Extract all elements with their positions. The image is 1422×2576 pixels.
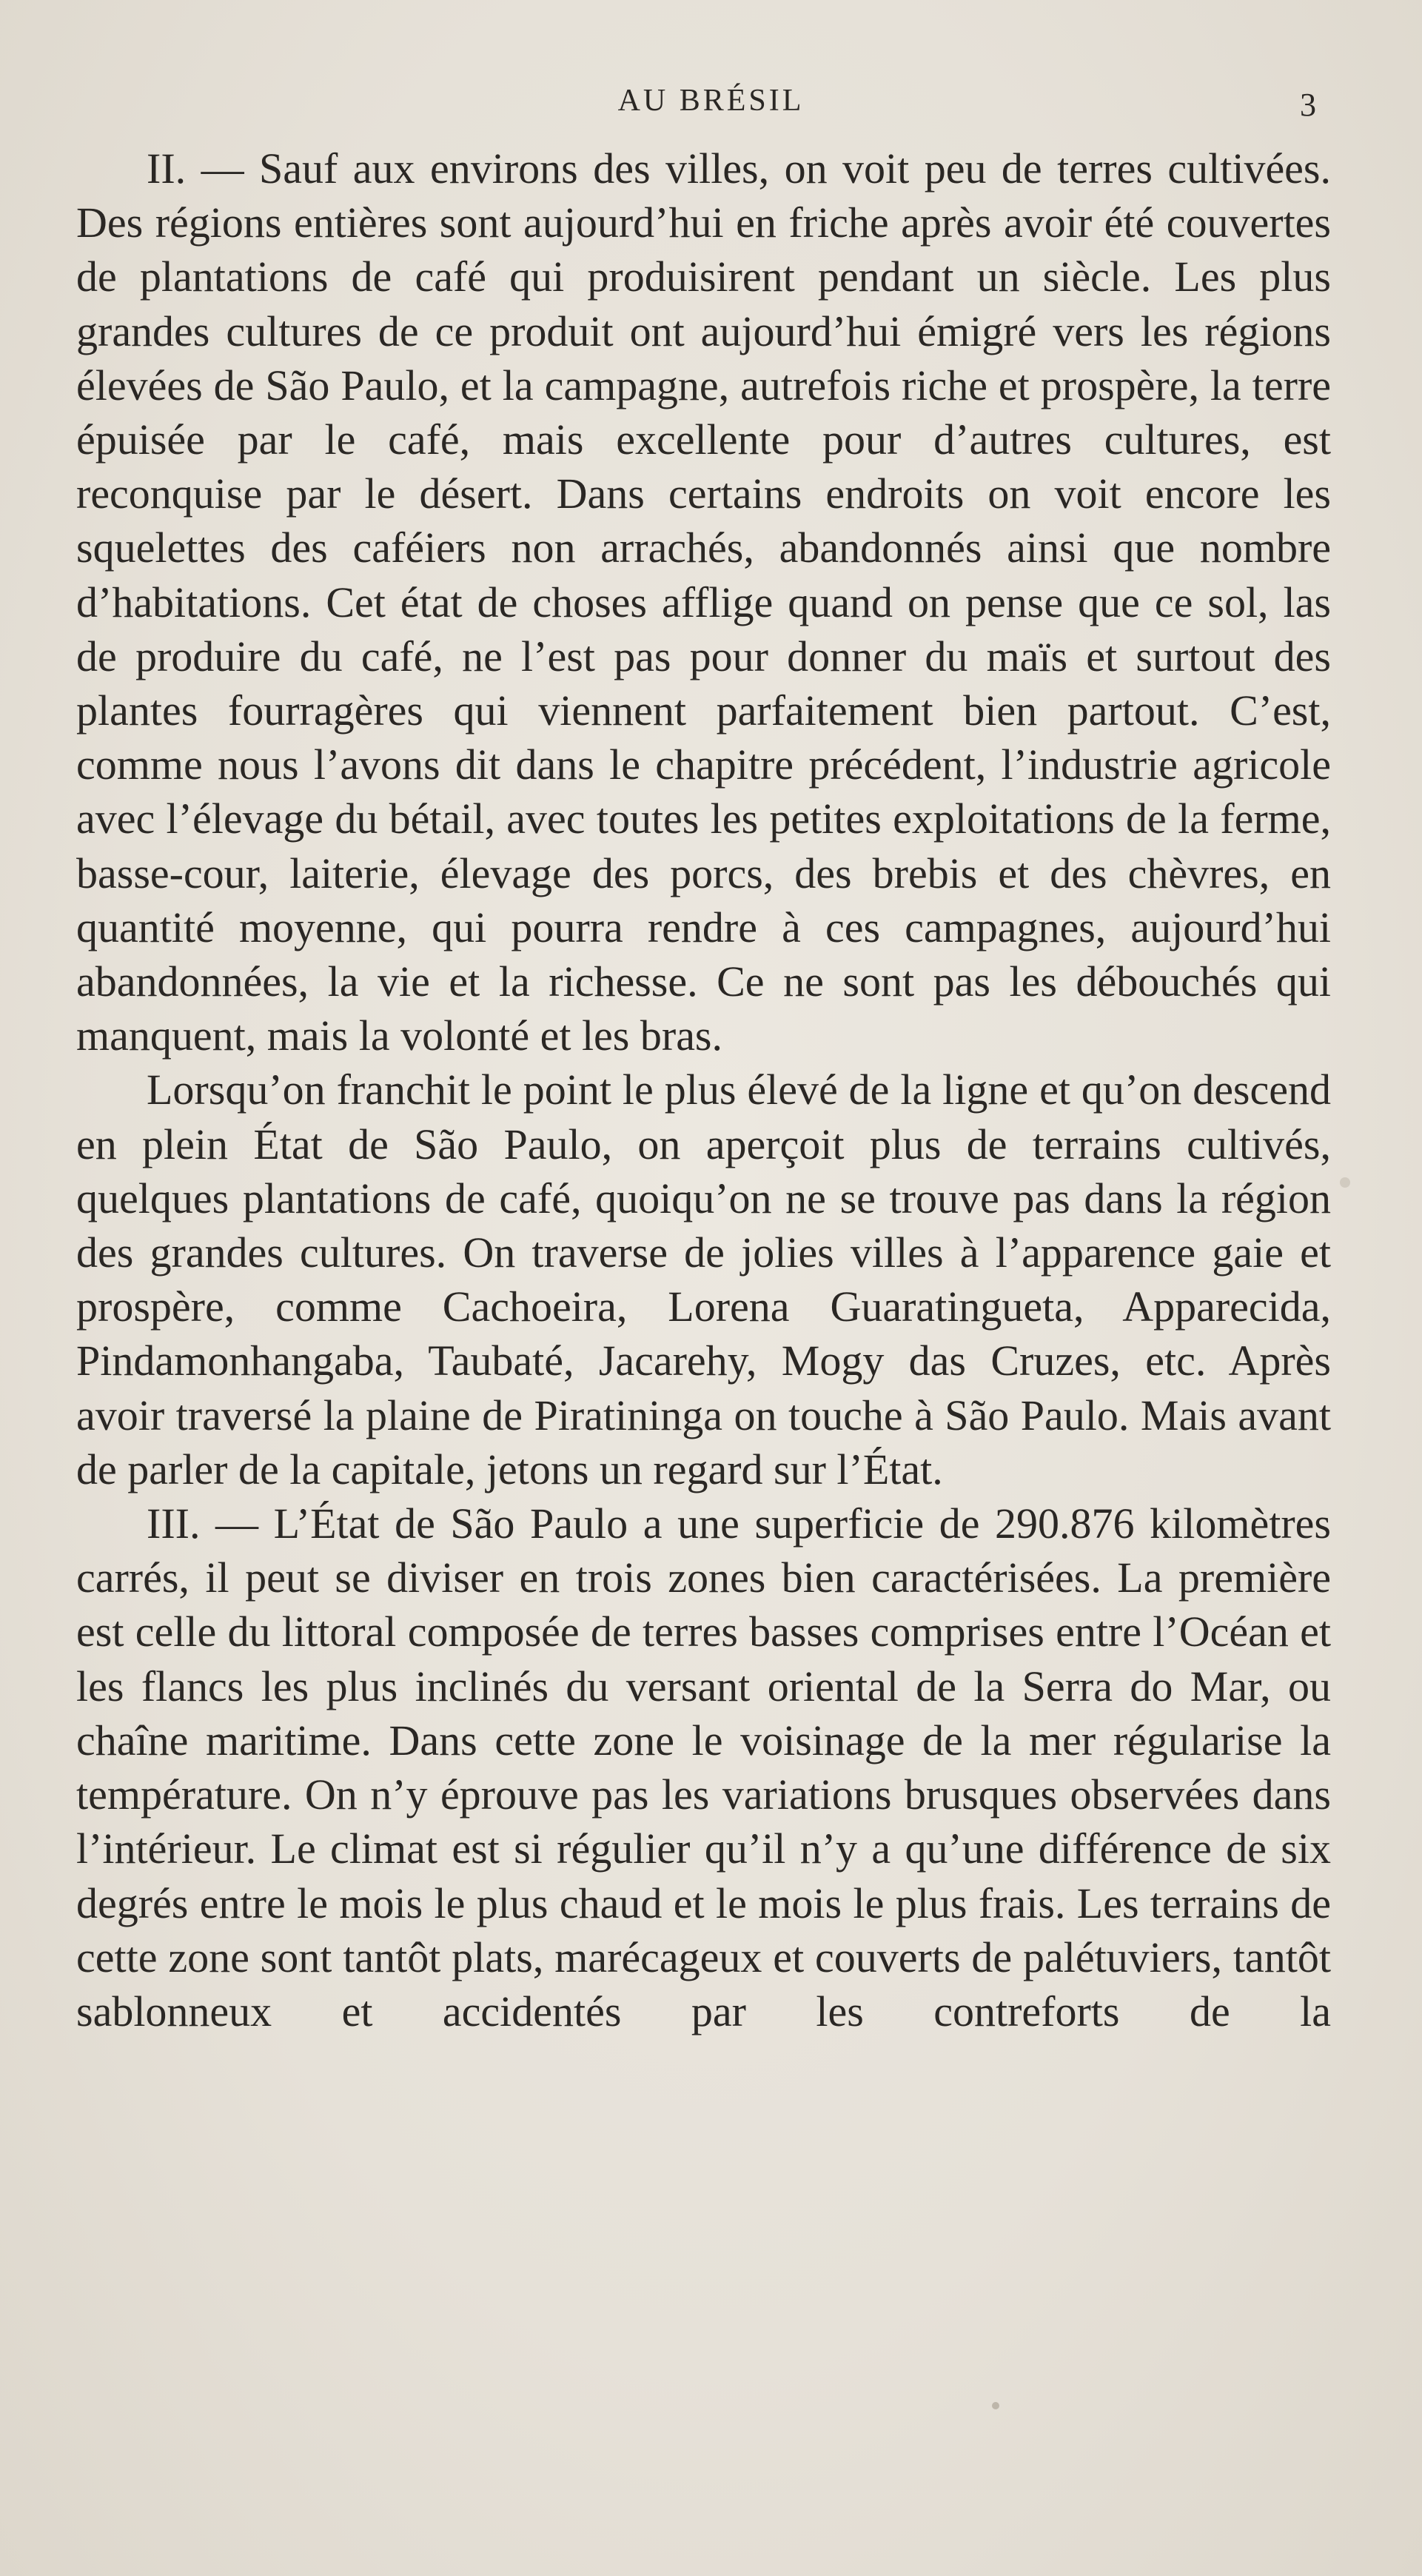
paragraph-1: II. — Sauf aux environs des villes, on voit peu de terres cultivées. Des régions entières sont aujourd’hui en friche après avoir été couvertes de plantations de café qui produisirent pendant un siècle. Les plus grandes cultures de ce produit ont aujourd’hui émigré vers les régions élevées de São Paulo, et la campagne, autrefois riche et prospère, la terre épuisée par le café, mais excellente pour d’autres cultures, est reconquise par le désert. Dans certains endroits on voit encore les squelettes des caféiers non arrachés, abandonnés ainsi que nombre d’habitations. Cet état de choses afflige quand on pense que ce sol, las de produire du café, ne l’est pas pour donner du maïs et surtout des plantes fourragères qui viennent parfaitement bien partout. C’est, comme nous l’avons dit dans le chapitre précédent, l’industrie agricole avec l’élevage du bétail, avec toutes les petites exploitations de la ferme, basse-cour, laiterie, élevage des porcs, des brebis et des chèvres, en quantité moyenne, qui pourra rendre à ces campagnes, aujourd’hui abandonnées, la vie et la richesse. Ce ne sont pas les débouchés qui manquent, mais la volonté et les bras. [76, 144, 1331, 1060]
paper-speck [992, 2402, 999, 2409]
body-text [76, 141, 1331, 2038]
paragraph-2: Lorsqu’on franchit le point le plus élevé de la ligne et qu’on descend en plein État de São Paulo, on aperçoit plus de terrains cultivés, quelques plantations de café, quoiqu’on ne se trouve pas dans la région des grandes cultures. On traverse de jolies villes à l’apparence gaie et prospère, comme Cachoeira, Lorena Guaratingueta, Apparecida, Pindamonhangaba, Taubaté, Jacarehy, Mogy das Cruzes, etc. Après avoir traversé la plaine de Piratininga on touche à São Paulo. Mais avant de parler de la capitale, jetons un regard sur l’État. [76, 1065, 1331, 1493]
running-title: AU BRÉSIL [617, 84, 805, 118]
paper-speck [1340, 1177, 1350, 1188]
page-number: 3 [1300, 87, 1316, 123]
paragraph-3: III. — L’État de São Paulo a une superficie de 290.876 kilomètres carrés, il peut se diviser en trois zones bien caractérisées. La première est celle du littoral composée de terres basses comprises entre l’Océan et les flancs les plus inclinés du versant oriental de la Serra do Mar, ou chaîne maritime. Dans cette zone le voisinage de la mer régularise la température. On n’y éprouve pas les variations brusques observées dans l’intérieur. Le climat est si régulier qu’il n’y a qu’une différence de six degrés entre le mois le plus chaud et le mois le plus frais. Les terrains de cette zone sont tantôt plats, marécageux et couverts de palétuviers, tantôt sablonneux et accidentés par les contreforts de la [76, 1499, 1331, 2035]
